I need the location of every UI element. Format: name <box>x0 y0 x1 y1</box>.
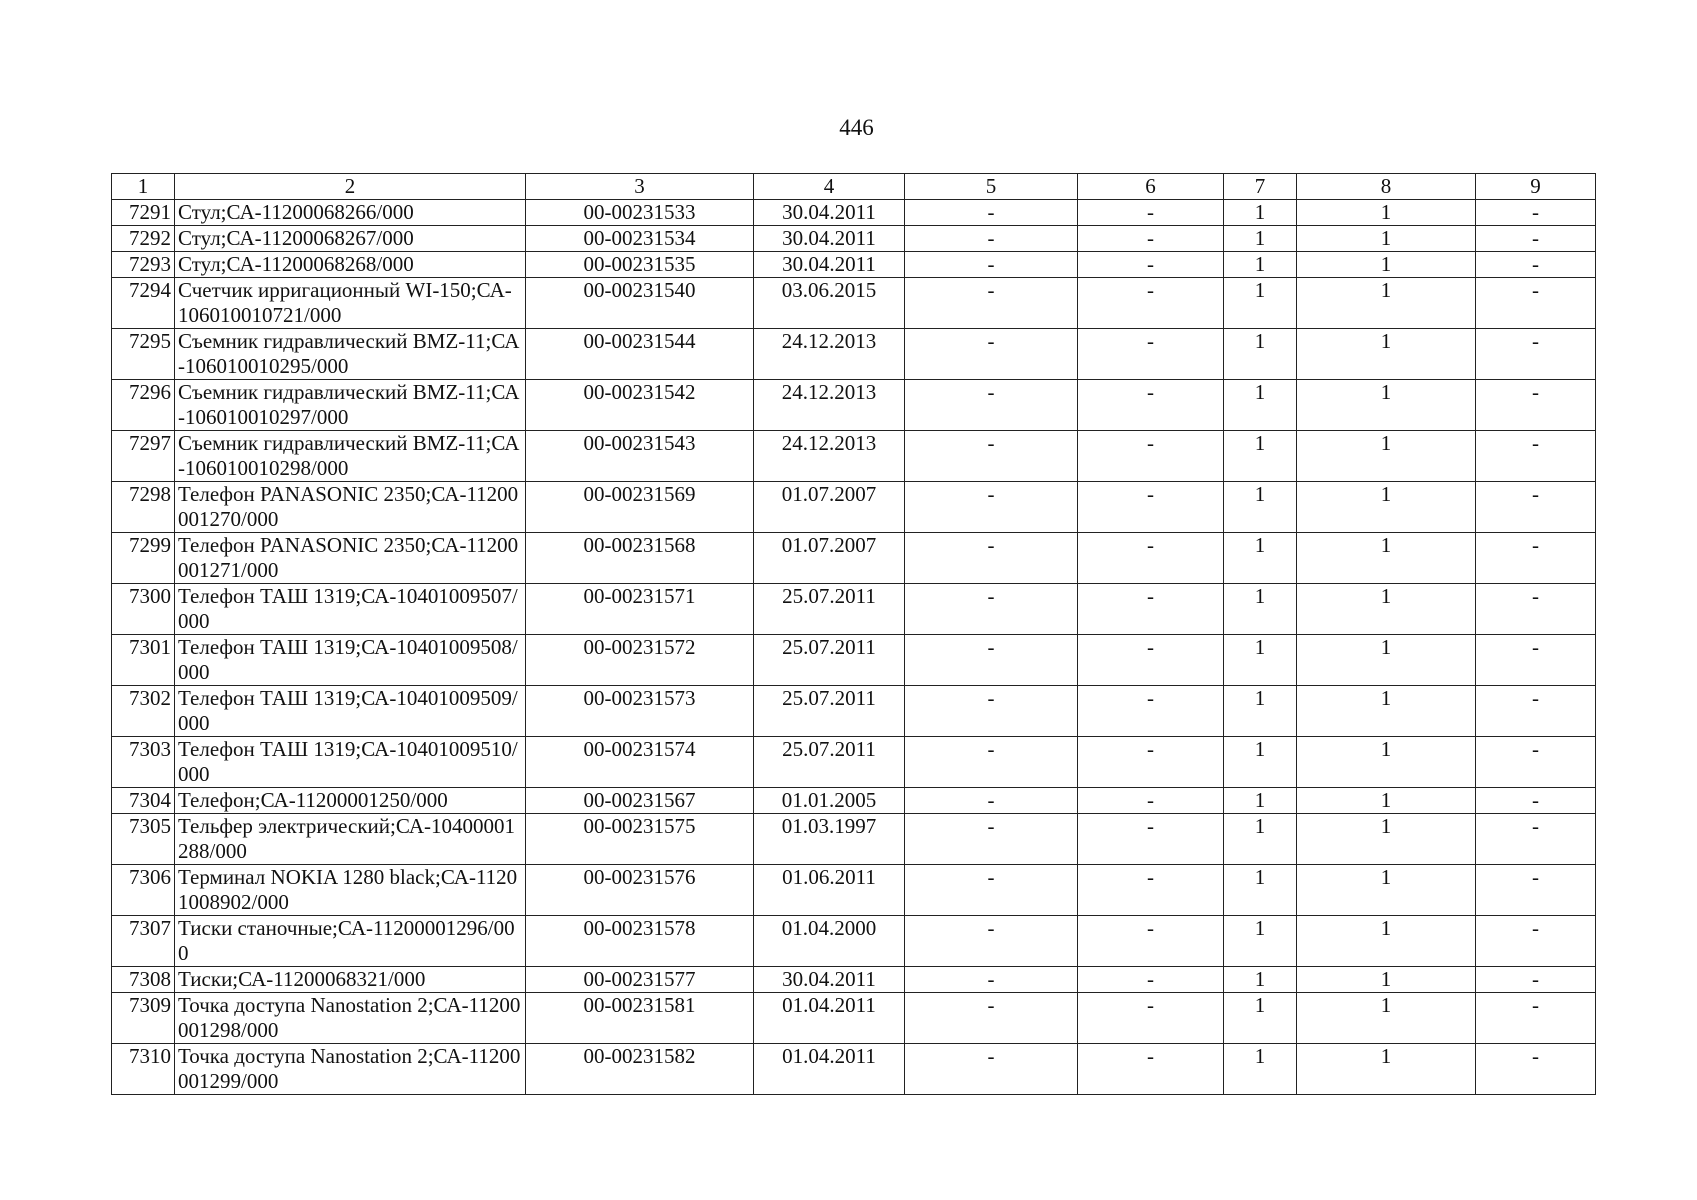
row-number: 7301 <box>112 635 175 686</box>
inventory-code: 00-00231535 <box>526 252 754 278</box>
item-name: Стул;СА-11200068268/000 <box>175 252 526 278</box>
item-name: Съемник гидравлический BMZ-11;СА-106010010298/000 <box>175 431 526 482</box>
column-9-cell: - <box>1476 482 1596 533</box>
column-8-cell: 1 <box>1297 252 1476 278</box>
inventory-code: 00-00231533 <box>526 200 754 226</box>
column-8-cell: 1 <box>1297 278 1476 329</box>
column-6-cell: - <box>1078 278 1224 329</box>
table-row <box>112 916 1596 967</box>
column-7-cell: 1 <box>1224 686 1297 737</box>
row-number: 7304 <box>112 788 175 814</box>
column-5-cell: - <box>905 814 1078 865</box>
date-cell: 30.04.2011 <box>754 200 905 226</box>
row-number: 7294 <box>112 278 175 329</box>
item-name: Телефон PANASONIC 2350;СА-11200001271/000 <box>175 533 526 584</box>
column-8-cell: 1 <box>1297 482 1476 533</box>
table-row <box>112 967 1596 993</box>
column-header: 2 <box>175 174 526 200</box>
table-body <box>112 200 1596 1095</box>
column-9-cell: - <box>1476 993 1596 1044</box>
column-9-cell: - <box>1476 737 1596 788</box>
inventory-code: 00-00231574 <box>526 737 754 788</box>
column-9-cell: - <box>1476 584 1596 635</box>
row-number: 7300 <box>112 584 175 635</box>
column-7-cell: 1 <box>1224 278 1297 329</box>
column-8-cell: 1 <box>1297 200 1476 226</box>
table-row <box>112 584 1596 635</box>
date-cell: 01.07.2007 <box>754 533 905 584</box>
date-cell: 25.07.2011 <box>754 686 905 737</box>
column-6-cell: - <box>1078 814 1224 865</box>
column-7-cell: 1 <box>1224 1044 1297 1095</box>
table-row <box>112 329 1596 380</box>
date-cell: 30.04.2011 <box>754 252 905 278</box>
date-cell: 03.06.2015 <box>754 278 905 329</box>
column-header: 3 <box>526 174 754 200</box>
column-8-cell: 1 <box>1297 533 1476 584</box>
column-5-cell: - <box>905 533 1078 584</box>
inventory-code: 00-00231581 <box>526 993 754 1044</box>
column-6-cell: - <box>1078 916 1224 967</box>
column-9-cell: - <box>1476 865 1596 916</box>
column-7-cell: 1 <box>1224 737 1297 788</box>
date-cell: 01.03.1997 <box>754 814 905 865</box>
column-5-cell: - <box>905 686 1078 737</box>
inventory-code: 00-00231582 <box>526 1044 754 1095</box>
table-row <box>112 431 1596 482</box>
row-number: 7296 <box>112 380 175 431</box>
column-6-cell: - <box>1078 226 1224 252</box>
inventory-code: 00-00231571 <box>526 584 754 635</box>
column-header: 5 <box>905 174 1078 200</box>
column-8-cell: 1 <box>1297 788 1476 814</box>
column-6-cell: - <box>1078 252 1224 278</box>
column-8-cell: 1 <box>1297 686 1476 737</box>
date-cell: 25.07.2011 <box>754 737 905 788</box>
row-number: 7307 <box>112 916 175 967</box>
column-8-cell: 1 <box>1297 814 1476 865</box>
inventory-code: 00-00231542 <box>526 380 754 431</box>
table-row <box>112 814 1596 865</box>
item-name: Терминал NOKIA 1280 black;СА-11201008902/000 <box>175 865 526 916</box>
item-name: Тиски станочные;СА-11200001296/000 <box>175 916 526 967</box>
date-cell: 30.04.2011 <box>754 967 905 993</box>
column-9-cell: - <box>1476 226 1596 252</box>
column-7-cell: 1 <box>1224 967 1297 993</box>
row-number: 7295 <box>112 329 175 380</box>
column-8-cell: 1 <box>1297 584 1476 635</box>
column-8-cell: 1 <box>1297 226 1476 252</box>
column-header: 4 <box>754 174 905 200</box>
column-header: 6 <box>1078 174 1224 200</box>
column-7-cell: 1 <box>1224 200 1297 226</box>
page-number: 446 <box>839 115 874 140</box>
row-number: 7299 <box>112 533 175 584</box>
column-8-cell: 1 <box>1297 865 1476 916</box>
column-8-cell: 1 <box>1297 431 1476 482</box>
column-8-cell: 1 <box>1297 916 1476 967</box>
item-name: Стул;СА-11200068267/000 <box>175 226 526 252</box>
column-header-row <box>112 174 1596 200</box>
inventory-code: 00-00231576 <box>526 865 754 916</box>
inventory-code: 00-00231575 <box>526 814 754 865</box>
column-8-cell: 1 <box>1297 380 1476 431</box>
item-name: Телефон;СА-11200001250/000 <box>175 788 526 814</box>
table-row <box>112 226 1596 252</box>
inventory-code: 00-00231567 <box>526 788 754 814</box>
date-cell: 25.07.2011 <box>754 635 905 686</box>
inventory-code: 00-00231577 <box>526 967 754 993</box>
column-5-cell: - <box>905 329 1078 380</box>
column-6-cell: - <box>1078 329 1224 380</box>
column-7-cell: 1 <box>1224 482 1297 533</box>
table-row <box>112 788 1596 814</box>
column-5-cell: - <box>905 993 1078 1044</box>
column-6-cell: - <box>1078 431 1224 482</box>
column-8-cell: 1 <box>1297 1044 1476 1095</box>
item-name: Стул;СА-11200068266/000 <box>175 200 526 226</box>
row-number: 7291 <box>112 200 175 226</box>
inventory-code: 00-00231573 <box>526 686 754 737</box>
column-5-cell: - <box>905 788 1078 814</box>
inventory-code: 00-00231534 <box>526 226 754 252</box>
column-5-cell: - <box>905 380 1078 431</box>
column-header: 7 <box>1224 174 1297 200</box>
item-name: Съемник гидравлический BMZ-11;СА-106010010295/000 <box>175 329 526 380</box>
item-name: Телефон ТАШ 1319;СА-10401009510/000 <box>175 737 526 788</box>
column-6-cell: - <box>1078 482 1224 533</box>
inventory-code: 00-00231540 <box>526 278 754 329</box>
column-9-cell: - <box>1476 278 1596 329</box>
column-5-cell: - <box>905 200 1078 226</box>
column-5-cell: - <box>905 584 1078 635</box>
column-5-cell: - <box>905 278 1078 329</box>
item-name: Счетчик ирригационный WI-150;СА-106010010721/000 <box>175 278 526 329</box>
column-7-cell: 1 <box>1224 380 1297 431</box>
column-6-cell: - <box>1078 686 1224 737</box>
column-9-cell: - <box>1476 1044 1596 1095</box>
column-6-cell: - <box>1078 865 1224 916</box>
column-5-cell: - <box>905 431 1078 482</box>
table-row <box>112 635 1596 686</box>
table-row <box>112 482 1596 533</box>
date-cell: 25.07.2011 <box>754 584 905 635</box>
column-7-cell: 1 <box>1224 226 1297 252</box>
row-number: 7303 <box>112 737 175 788</box>
column-9-cell: - <box>1476 916 1596 967</box>
item-name: Тиски;СА-11200068321/000 <box>175 967 526 993</box>
column-header: 1 <box>112 174 175 200</box>
date-cell: 30.04.2011 <box>754 226 905 252</box>
column-8-cell: 1 <box>1297 635 1476 686</box>
column-5-cell: - <box>905 967 1078 993</box>
table-row <box>112 252 1596 278</box>
row-number: 7297 <box>112 431 175 482</box>
column-5-cell: - <box>905 1044 1078 1095</box>
register-table <box>111 173 1596 1095</box>
column-9-cell: - <box>1476 252 1596 278</box>
row-number: 7302 <box>112 686 175 737</box>
item-name: Телефон PANASONIC 2350;СА-11200001270/000 <box>175 482 526 533</box>
column-9-cell: - <box>1476 967 1596 993</box>
column-6-cell: - <box>1078 380 1224 431</box>
row-number: 7305 <box>112 814 175 865</box>
column-6-cell: - <box>1078 200 1224 226</box>
column-7-cell: 1 <box>1224 814 1297 865</box>
item-name: Телефон ТАШ 1319;СА-10401009508/000 <box>175 635 526 686</box>
column-header: 9 <box>1476 174 1596 200</box>
column-5-cell: - <box>905 635 1078 686</box>
column-7-cell: 1 <box>1224 916 1297 967</box>
row-number: 7298 <box>112 482 175 533</box>
inventory-code: 00-00231568 <box>526 533 754 584</box>
item-name: Точка доступа Nanostation 2;СА-11200001299/000 <box>175 1044 526 1095</box>
inventory-code: 00-00231578 <box>526 916 754 967</box>
row-number: 7306 <box>112 865 175 916</box>
column-7-cell: 1 <box>1224 584 1297 635</box>
table-row <box>112 380 1596 431</box>
date-cell: 01.06.2011 <box>754 865 905 916</box>
column-9-cell: - <box>1476 329 1596 380</box>
column-5-cell: - <box>905 226 1078 252</box>
column-5-cell: - <box>905 482 1078 533</box>
inventory-code: 00-00231569 <box>526 482 754 533</box>
column-7-cell: 1 <box>1224 329 1297 380</box>
column-6-cell: - <box>1078 967 1224 993</box>
row-number: 7309 <box>112 993 175 1044</box>
date-cell: 01.04.2011 <box>754 1044 905 1095</box>
inventory-code: 00-00231544 <box>526 329 754 380</box>
column-8-cell: 1 <box>1297 737 1476 788</box>
column-9-cell: - <box>1476 635 1596 686</box>
item-name: Съемник гидравлический BMZ-11;СА-106010010297/000 <box>175 380 526 431</box>
column-6-cell: - <box>1078 533 1224 584</box>
table-row <box>112 993 1596 1044</box>
column-6-cell: - <box>1078 993 1224 1044</box>
table-row <box>112 278 1596 329</box>
date-cell: 24.12.2013 <box>754 329 905 380</box>
column-7-cell: 1 <box>1224 993 1297 1044</box>
column-9-cell: - <box>1476 814 1596 865</box>
table-row <box>112 200 1596 226</box>
column-7-cell: 1 <box>1224 252 1297 278</box>
column-8-cell: 1 <box>1297 329 1476 380</box>
column-6-cell: - <box>1078 635 1224 686</box>
column-9-cell: - <box>1476 431 1596 482</box>
column-9-cell: - <box>1476 200 1596 226</box>
column-9-cell: - <box>1476 686 1596 737</box>
row-number: 7308 <box>112 967 175 993</box>
column-5-cell: - <box>905 252 1078 278</box>
date-cell: 01.07.2007 <box>754 482 905 533</box>
table-row <box>112 686 1596 737</box>
date-cell: 01.01.2005 <box>754 788 905 814</box>
column-7-cell: 1 <box>1224 533 1297 584</box>
column-9-cell: - <box>1476 380 1596 431</box>
column-5-cell: - <box>905 865 1078 916</box>
column-8-cell: 1 <box>1297 993 1476 1044</box>
column-6-cell: - <box>1078 1044 1224 1095</box>
table-row <box>112 533 1596 584</box>
column-5-cell: - <box>905 737 1078 788</box>
column-7-cell: 1 <box>1224 635 1297 686</box>
item-name: Точка доступа Nanostation 2;СА-11200001298/000 <box>175 993 526 1044</box>
inventory-code: 00-00231572 <box>526 635 754 686</box>
column-header: 8 <box>1297 174 1476 200</box>
item-name: Тельфер электрический;СА-10400001288/000 <box>175 814 526 865</box>
table-row <box>112 865 1596 916</box>
row-number: 7293 <box>112 252 175 278</box>
date-cell: 01.04.2011 <box>754 993 905 1044</box>
column-6-cell: - <box>1078 737 1224 788</box>
column-7-cell: 1 <box>1224 865 1297 916</box>
column-9-cell: - <box>1476 533 1596 584</box>
date-cell: 24.12.2013 <box>754 380 905 431</box>
column-5-cell: - <box>905 916 1078 967</box>
date-cell: 24.12.2013 <box>754 431 905 482</box>
row-number: 7310 <box>112 1044 175 1095</box>
column-7-cell: 1 <box>1224 431 1297 482</box>
row-number: 7292 <box>112 226 175 252</box>
column-6-cell: - <box>1078 788 1224 814</box>
table-row <box>112 1044 1596 1095</box>
inventory-code: 00-00231543 <box>526 431 754 482</box>
item-name: Телефон ТАШ 1319;СА-10401009507/000 <box>175 584 526 635</box>
column-6-cell: - <box>1078 584 1224 635</box>
column-8-cell: 1 <box>1297 967 1476 993</box>
date-cell: 01.04.2000 <box>754 916 905 967</box>
column-9-cell: - <box>1476 788 1596 814</box>
table-row <box>112 737 1596 788</box>
column-7-cell: 1 <box>1224 788 1297 814</box>
item-name: Телефон ТАШ 1319;СА-10401009509/000 <box>175 686 526 737</box>
